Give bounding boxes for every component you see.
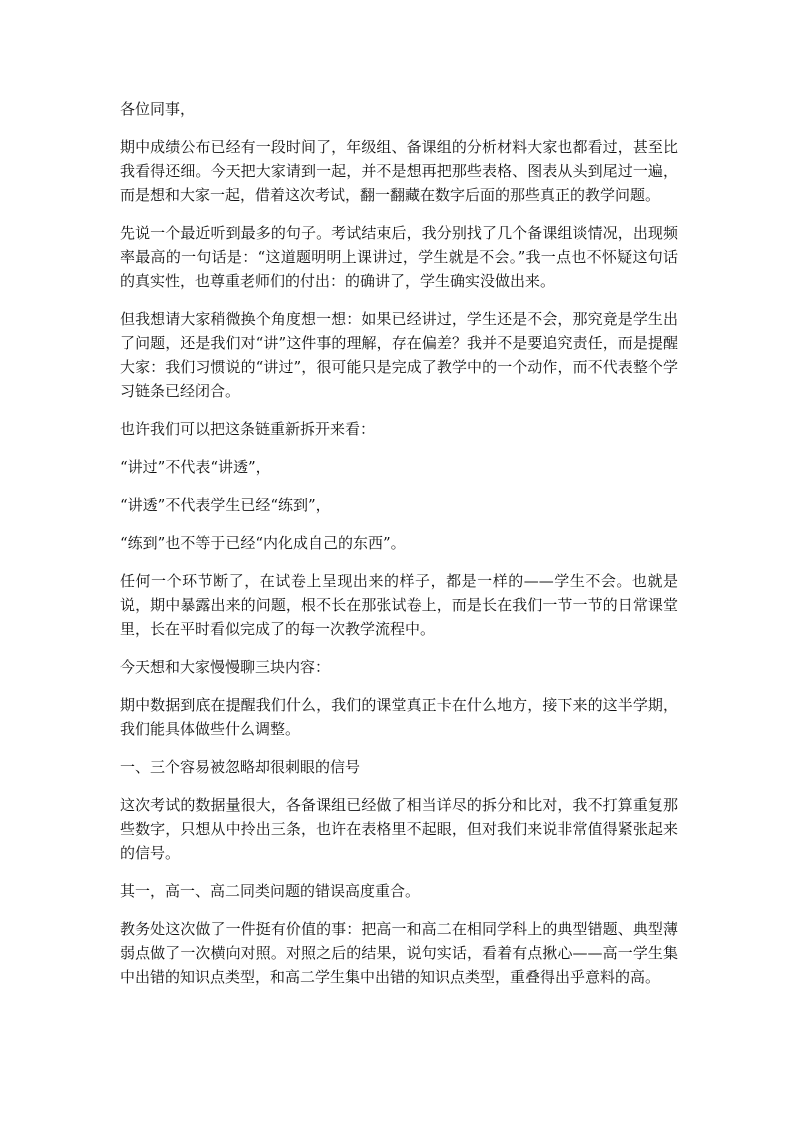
- section-heading-1: 一、三个容易被忽略却很刺眼的信号: [120, 758, 361, 776]
- paragraph-intro: 期中成绩公布已经有一段时间了，年级组、备课组的分析材料大家也都看过，甚至比我看得还细。今天把大家请到一起，并不是想再把那些表格、图表从头到尾过一遍，而是想和大家一起，借着这次考试，翻一翻藏在数字后面的那些真正的教学问题。: [120, 138, 678, 204]
- paragraph-perspective: 但我想请大家稍微换个角度想一想：如果已经讲过，学生还是不会，那究竟是学生出了问题，还是我们对“讲”这件事的理解，存在偏差？我并不是要追究责任，而是提醒大家：我们习惯说的“讲过”，很可能只是完成了教学中的一个动作，而不代表整个学习链条已经闭合。: [120, 310, 678, 400]
- paragraph-signal-1-title: 其一，高一、高二同类问题的错误高度重合。: [120, 882, 421, 900]
- paragraph-common-saying: 先说一个最近听到最多的句子。考试结束后，我分别找了几个备课组谈情况，出现频率最高的一句话是：“这道题明明上课讲过，学生就是不会。”我一点也不怀疑这句话的真实性，也尊重老师们的付出：的确讲了，学生确实没做出来。: [120, 224, 678, 290]
- paragraph-signals-intro: 这次考试的数据量很大，各备课组已经做了相当详尽的拆分和比对，我不打算重复那些数字，只想从中拎出三条，也许在表格里不起眼，但对我们来说非常值得紧张起来的信号。: [120, 796, 678, 862]
- paragraph-three-topics: 期中数据到底在提醒我们什么，我们的课堂真正卡在什么地方，接下来的这半学期，我们能具体做些什么调整。: [120, 696, 678, 738]
- greeting: 各位同事，: [120, 100, 196, 118]
- chain-item-2: “讲透”不代表学生已经“练到”，: [120, 496, 331, 514]
- speech-body: [120, 97, 678, 1003]
- chain-item-3: “练到”也不等于已经“内化成自己的东西”。: [120, 534, 406, 552]
- paragraph-three-topics-intro: 今天想和大家慢慢聊三块内容：: [120, 658, 331, 676]
- chain-item-1: “讲过”不代表“讲透”，: [120, 458, 271, 476]
- paragraph-signal-1-detail: 教务处这次做了一件挺有价值的事：把高一和高二在相同学科上的典型错题、典型薄弱点做了一次横向对照。对照之后的结果，说句实话，看着有点揪心——高一学生集中出错的知识点类型，和高二学生集中出错的知识点类型，重叠得出乎意料的高。: [120, 920, 678, 986]
- paragraph-broken-link: 任何一个环节断了，在试卷上呈现出来的样子，都是一样的——学生不会。也就是说，期中暴露出来的问题，根不长在那张试卷上，而是长在我们一节一节的日常课堂里，长在平时看似完成了的每一次教学流程中。: [120, 572, 678, 638]
- paragraph-chain-intro: 也许我们可以把这条链重新拆开来看：: [120, 420, 376, 438]
